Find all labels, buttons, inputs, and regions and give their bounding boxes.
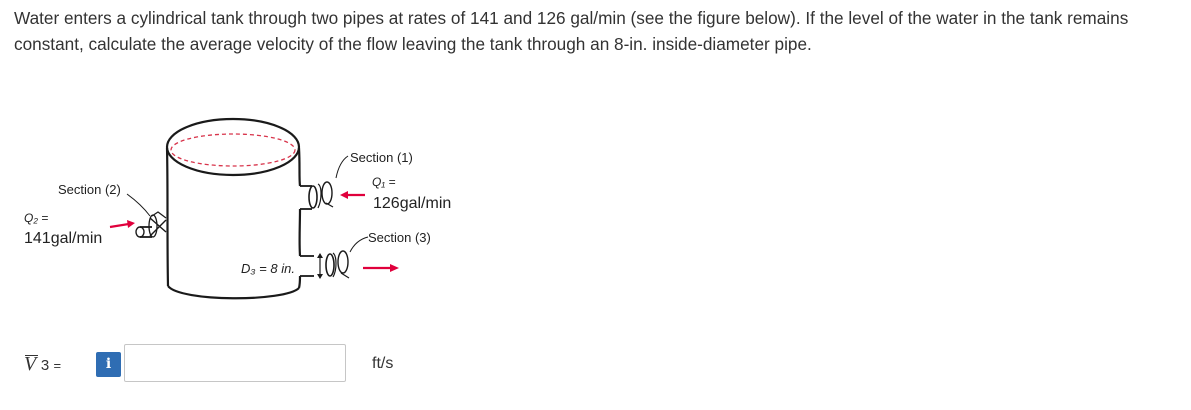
- pipe-section-1: [300, 182, 333, 209]
- section-3-label: Section (3): [368, 230, 431, 245]
- d3-label: D₃ = 8 in.: [241, 261, 295, 276]
- q1-value: 126gal/min: [373, 195, 452, 212]
- answer-units: ft/s: [372, 355, 394, 372]
- section-1-leader: [336, 156, 348, 178]
- answer-variable-label: [24, 353, 61, 376]
- flow-arrow-q3: [363, 264, 399, 272]
- info-icon[interactable]: i: [96, 352, 121, 377]
- answer-input[interactable]: [124, 344, 346, 382]
- tank-right-wall-upper: [299, 148, 300, 186]
- water-level-line: [171, 134, 295, 166]
- tank-left-wall: [167, 148, 168, 286]
- flow-arrow-q1: [340, 191, 365, 199]
- variable-symbol: V: [24, 353, 36, 375]
- pipe-section-3: [300, 251, 349, 279]
- problem-statement: Water enters a cylindrical tank through two pipes at rates of 141 and 126 gal/min (see the figure below). If the level of the water in the tank remains constant, calculate the average velocity of the flow leaving the tank through an 8-in. inside-diameter pipe.: [14, 8, 1129, 54]
- variable-subscript: 3: [40, 357, 50, 374]
- tank-right-wall-lower: [299, 276, 300, 288]
- pipe-section-2: [127, 194, 166, 237]
- variable-equals: =: [53, 358, 62, 373]
- q2-value: 141gal/min: [24, 230, 103, 247]
- flow-arrow-q2: [110, 220, 135, 228]
- section-2-label: Section (2): [58, 182, 121, 197]
- section-3-leader: [350, 237, 368, 252]
- q1-label: Q₁ =: [372, 175, 396, 189]
- q2-label: Q₂ =: [24, 211, 49, 225]
- overbar: [25, 355, 38, 356]
- tank-bottom: [168, 286, 299, 298]
- section-1-label: Section (1): [350, 150, 413, 165]
